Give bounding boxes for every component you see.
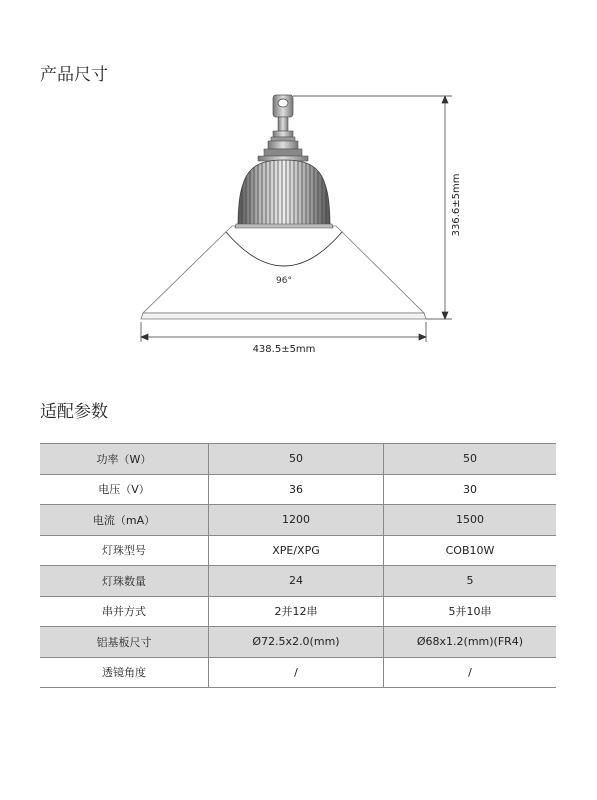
value-cell: 1500 xyxy=(384,505,557,536)
lamp-neck xyxy=(258,117,308,161)
value-cell: COB10W xyxy=(384,535,557,566)
value-cell: / xyxy=(209,657,384,688)
table-row xyxy=(40,535,556,566)
row-label: 灯珠型号 xyxy=(40,535,209,566)
table-row xyxy=(40,505,556,536)
beam-angle-label: 96° xyxy=(276,276,292,286)
width-label: 438.5±5mm xyxy=(252,344,316,355)
value-cell: 24 xyxy=(209,566,384,597)
row-label: 灯珠数量 xyxy=(40,566,209,597)
row-label: 透镜角度 xyxy=(40,657,209,688)
table-row xyxy=(40,657,556,688)
row-label: 电压（V） xyxy=(40,474,209,505)
value-cell: Ø68x1.2(mm)(FR4) xyxy=(384,627,557,658)
value-cell: 50 xyxy=(384,444,557,475)
value-cell: 30 xyxy=(384,474,557,505)
value-cell: Ø72.5x2.0(mm) xyxy=(209,627,384,658)
value-cell: 50 xyxy=(209,444,384,475)
height-label: 336.6±5mm xyxy=(451,173,462,237)
lamp-dimension-drawing xyxy=(0,85,597,375)
value-cell: 2并12串 xyxy=(209,596,384,627)
dimensions-section-title: 产品尺寸 xyxy=(40,65,108,85)
row-label: 串并方式 xyxy=(40,596,209,627)
table-row xyxy=(40,627,556,658)
value-cell: 5 xyxy=(384,566,557,597)
row-label: 功率（W） xyxy=(40,444,209,475)
value-cell: XPE/XPG xyxy=(209,535,384,566)
value-cell: 36 xyxy=(209,474,384,505)
table-row xyxy=(40,444,556,475)
value-cell: 1200 xyxy=(209,505,384,536)
value-cell: / xyxy=(384,657,557,688)
hanging-hook xyxy=(273,95,293,117)
table-row xyxy=(40,596,556,627)
spec-table xyxy=(40,443,556,688)
value-cell: 5并10串 xyxy=(384,596,557,627)
width-dimension xyxy=(141,322,426,342)
reflector xyxy=(141,226,426,319)
params-section-title: 适配参数 xyxy=(40,402,108,422)
row-label: 电流（mA） xyxy=(40,505,209,536)
table-row xyxy=(40,474,556,505)
row-label: 铝基板尺寸 xyxy=(40,627,209,658)
heat-sink xyxy=(235,158,333,228)
table-row xyxy=(40,566,556,597)
